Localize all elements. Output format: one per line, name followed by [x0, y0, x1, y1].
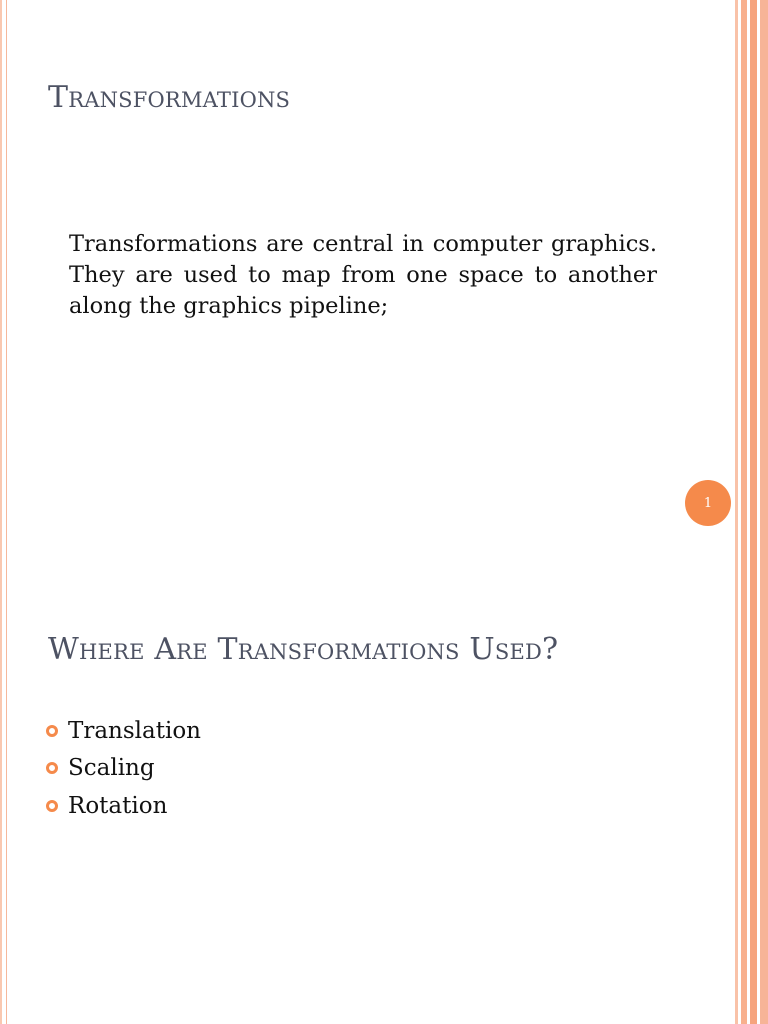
bullet-list	[46, 712, 201, 825]
bullet-item	[46, 787, 201, 825]
right-border-stripe	[760, 0, 768, 1024]
bullet-text: Scaling	[68, 755, 155, 782]
orange-ring-bullet-icon	[46, 800, 58, 812]
slide-title: Where Are Transformations Used?	[48, 632, 559, 667]
slide-body-text: Transformations are central in computer graphics. They are used to map from one space to another along the graphics pipeline;	[69, 231, 657, 319]
slide-title: Transformations	[48, 80, 291, 115]
bullet-text: Rotation	[68, 792, 168, 819]
orange-ring-bullet-icon	[46, 762, 58, 774]
bullet-item	[46, 750, 201, 788]
right-border-stripe	[750, 0, 757, 1024]
page-number-badge: 1	[685, 480, 731, 526]
orange-ring-bullet-icon	[46, 725, 58, 737]
bullet-item	[46, 712, 201, 750]
left-border-stripe	[0, 0, 2, 1024]
left-border-stripe	[6, 0, 7, 1024]
bullet-text: Translation	[68, 717, 201, 744]
right-border-stripe	[735, 0, 738, 1024]
